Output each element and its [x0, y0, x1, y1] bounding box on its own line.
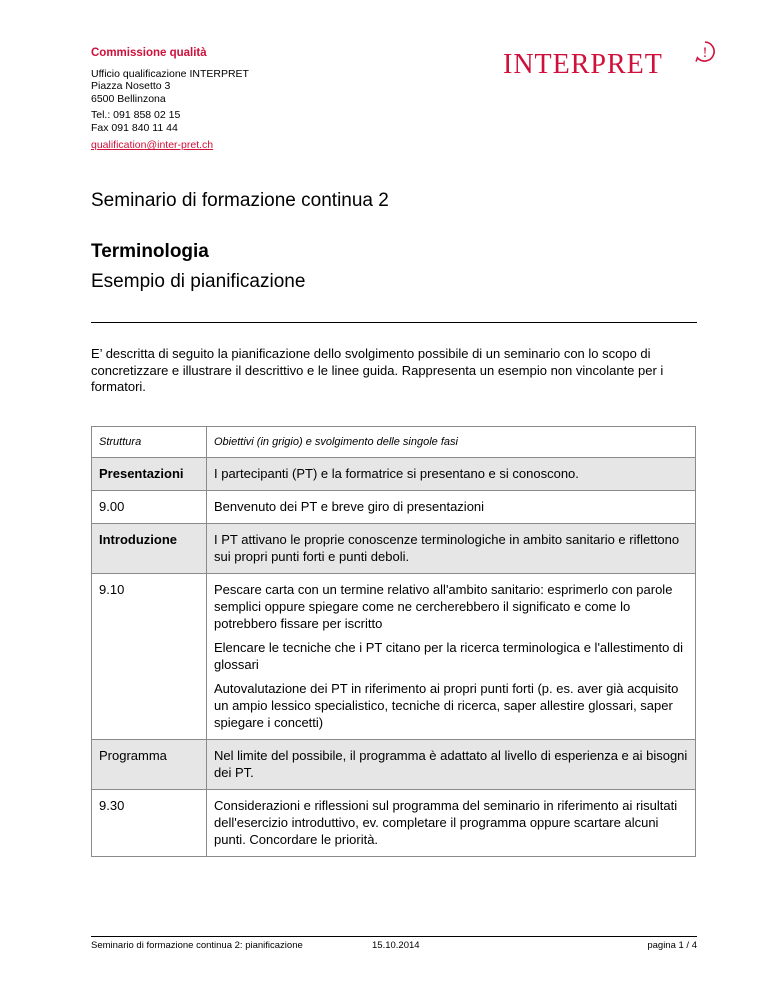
objective-text: I partecipanti (PT) e la formatrice si presentano e si conoscono.: [214, 466, 579, 481]
email-link[interactable]: qualification@inter-pret.ch: [91, 139, 214, 152]
time-label: 9.10: [92, 574, 207, 740]
interpret-logo: [503, 40, 713, 84]
logo-wordmark: INTERPRET: [503, 49, 663, 80]
objective-text: Nel limite del possibile, il programma è adattato al livello di esperienza e ai bisogni dei PT.: [214, 748, 688, 780]
activity-text: Elencare le tecniche che i PT citano per la ricerca terminologica e l'allestimento di glossari: [214, 640, 684, 672]
table-row: [92, 524, 696, 574]
telephone: Tel.: 091 858 02 15: [91, 109, 181, 122]
activity-cell: [207, 574, 696, 740]
table-header-row: [92, 427, 696, 458]
objective-text: I PT attivano le proprie conoscenze terminologiche in ambito sanitario e riflettono sui propri punti forti e punti deboli.: [214, 532, 680, 564]
phase-label: Presentazioni: [92, 458, 207, 491]
topic-heading: Terminologia: [91, 241, 209, 262]
activity-cell: [207, 491, 696, 524]
address-line: 6500 Bellinzona: [91, 92, 166, 105]
sender-block: [91, 46, 421, 153]
table-row: [92, 458, 696, 491]
activity-cell: [207, 790, 696, 857]
time-label: 9.30: [92, 790, 207, 857]
footer-document-name: Seminario di formazione continua 2: pianificazione: [91, 940, 303, 951]
table-row: [92, 491, 696, 524]
phone-block: [91, 109, 421, 134]
time-label: 9.00: [92, 491, 207, 524]
phase-label: Programma: [92, 740, 207, 790]
activity-text: Considerazioni e riflessioni sul programma del seminario in riferimento ai risultati dell'esercizio introduttivo, ev. completare il programma oppure scartare alcuni punti. Concordare le priorità.: [214, 798, 678, 847]
column-header-structure: Struttura: [92, 427, 207, 458]
table-row: [92, 574, 696, 740]
speech-bubble-icon: [693, 40, 717, 64]
table-row: [92, 740, 696, 790]
phase-objective: [207, 458, 696, 491]
activity-text: Pescare carta con un termine relativo all'ambito sanitario: esprimerlo con parole semplici oppure spiegare come ne cercherebbero il significato e come lo potrebbero fissare per iscritto: [214, 582, 673, 631]
fax: Fax 091 840 11 44: [91, 121, 178, 134]
column-header-objectives: Obiettivi (in grigio) e svolgimento delle singole fasi: [207, 427, 696, 458]
phase-objective: [207, 524, 696, 574]
address-line: Ufficio qualificazione INTERPRET: [91, 68, 249, 80]
phase-label: Introduzione: [92, 524, 207, 574]
footer-divider: [91, 936, 697, 937]
activity-text: Benvenuto dei PT e breve giro di presentazioni: [214, 499, 485, 514]
title-divider: [91, 322, 697, 323]
phase-objective: [207, 740, 696, 790]
postal-address: [91, 68, 421, 105]
address-line: Piazza Nosetto 3: [91, 80, 171, 93]
footer-date: 15.10.2014: [372, 940, 420, 951]
intro-paragraph: E’ descritta di seguito la pianificazione dello svolgimento possibile di un seminario con lo scopo di concretizzare e illustrare il descrittivo e le linee guida. Rappresenta un esempio non vincolante per i formatori.: [91, 346, 664, 394]
planning-table: [91, 426, 696, 857]
activity-text: Autovalutazione dei PT in riferimento ai propri punti forti (p. es. aver già acquisito un ampio lessico specialistico, tecniche di ricerca, saper allestire glossari, saper spiegare i concetti): [214, 681, 679, 730]
document-title: Seminario di formazione continua 2: [91, 190, 389, 211]
organization-name: Commissione qualità: [91, 47, 207, 59]
page-number: pagina 1 / 4: [647, 940, 697, 951]
logo-exclamation: !: [702, 45, 708, 61]
subtitle: Esempio di pianificazione: [91, 271, 306, 292]
table-row: [92, 790, 696, 857]
